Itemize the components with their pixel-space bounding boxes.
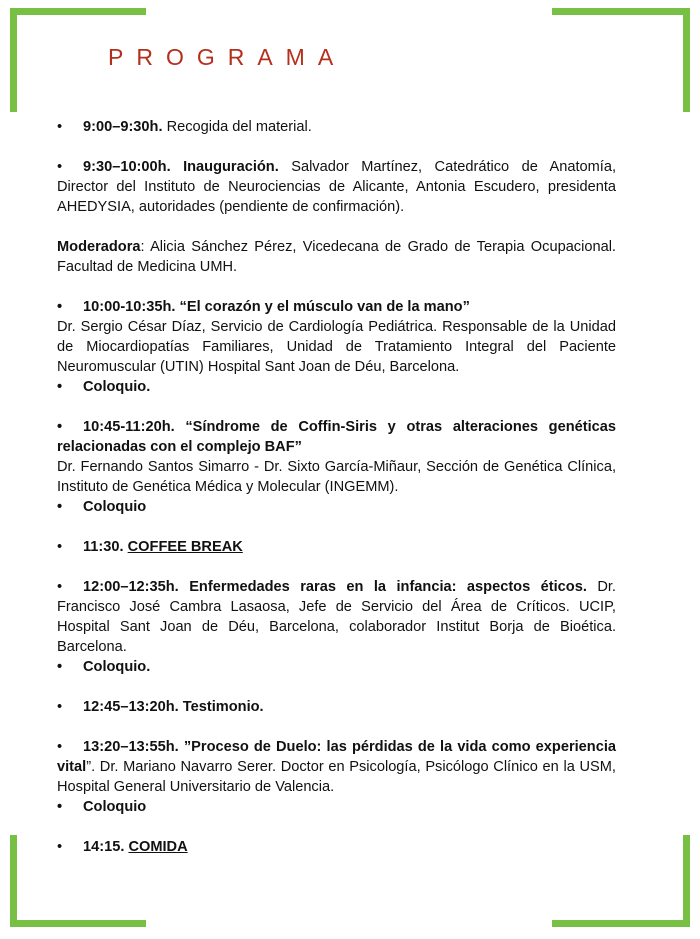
program-item <box>57 837 616 857</box>
corner-frame-top-right <box>552 8 690 15</box>
item-time: 9:00–9:30h. <box>83 119 163 135</box>
item-extra: Coloquio <box>83 799 147 815</box>
item-heading: Testimonio. <box>178 699 264 715</box>
item-time: 12:45–13:20h. <box>83 699 179 715</box>
corner-frame-bottom-left <box>10 920 146 927</box>
bullet-icon: • <box>57 379 63 395</box>
item-heading: Enfermedades raras en la infancia: aspectos éticos. <box>178 579 587 595</box>
item-heading: Inauguración. <box>170 159 279 175</box>
moderator-label: Moderadora <box>57 239 141 255</box>
corner-frame-bottom-right <box>683 835 690 927</box>
corner-frame-top-right <box>683 8 690 112</box>
program-item <box>57 417 616 517</box>
bullet-icon: • <box>57 419 63 435</box>
item-extra: Coloquio. <box>83 379 151 395</box>
item-text: Dr. Sergio César Díaz, Servicio de Cardiología Pediátrica. Responsable de la Unidad de Miocardiopatías Familiares, Unidad de Tratamiento Integral del Paciente Neuromuscular (UTIN) Hospital Sant Joan de Déu, Barcelona. <box>57 319 616 375</box>
program-item <box>57 577 616 677</box>
item-text: Dr. Fernando Santos Simarro - Dr. Sixto García-Miñaur, Sección de Genética Clínica, Instituto de Genética Médica y Molecular (INGEMM). <box>57 459 616 495</box>
corner-frame-top-left <box>10 8 146 15</box>
program-item <box>57 697 616 717</box>
item-extra: Coloquio <box>83 499 147 515</box>
bullet-icon: • <box>57 159 63 175</box>
item-time: 10:00-10:35h. <box>83 299 176 315</box>
program-item <box>57 117 616 137</box>
program-item <box>57 737 616 817</box>
item-heading: “El corazón y el músculo van de la mano” <box>175 299 470 315</box>
item-time: 9:30–10:00h. <box>83 159 171 175</box>
program-list <box>57 117 616 877</box>
item-text: Salvador Martínez, Catedrático de Anatomía, Director del Instituto de Neurociencias de Alicante, Antonia Escudero, presidenta AHEDYSIA, autoridades (pendiente de confirmación). <box>57 159 617 215</box>
page-title: PROGRAMA <box>108 44 347 70</box>
bullet-icon: • <box>57 699 63 715</box>
item-time: 14:15. <box>83 839 125 855</box>
bullet-icon: • <box>57 299 63 315</box>
bullet-icon: • <box>57 799 63 815</box>
corner-frame-top-left <box>10 8 17 112</box>
moderator-line <box>57 237 616 277</box>
item-text: : Alicia Sánchez Pérez, Vicedecana de Grado de Terapia Ocupacional. Facultad de Medicina UMH. <box>57 239 616 275</box>
bullet-icon: • <box>57 119 63 135</box>
program-item <box>57 537 616 557</box>
item-break-label: COMIDA <box>128 839 188 855</box>
corner-frame-bottom-right <box>552 920 690 927</box>
item-heading: “Síndrome de Coffin-Siris y otras alteraciones genéticas relacionadas con el complejo BAF” <box>57 419 616 455</box>
item-text: Recogida del material. <box>162 119 312 135</box>
bullet-icon: • <box>57 579 63 595</box>
bullet-icon: • <box>57 739 63 755</box>
bullet-icon: • <box>57 539 63 555</box>
item-time: 12:00–12:35h. <box>83 579 179 595</box>
bullet-icon: • <box>57 499 63 515</box>
corner-frame-bottom-left <box>10 835 17 927</box>
item-extra: Coloquio. <box>83 659 151 675</box>
item-heading: ”Proceso de Duelo: las pérdidas de la vida como experiencia vital <box>57 739 616 775</box>
bullet-icon: • <box>57 659 63 675</box>
program-item <box>57 157 616 217</box>
item-break-label: COFFEE BREAK <box>127 539 243 555</box>
item-time: 10:45-11:20h. <box>83 419 175 435</box>
bullet-icon: • <box>57 839 63 855</box>
item-text: Dr. Francisco José Cambra Lasaosa, Jefe de Servicio del Área de Críticos. UCIP, Hospital Sant Joan de Déu, Barcelona, colaborador Institut Borja de Bioética. Barcelona. <box>57 579 616 655</box>
item-time: 13:20–13:55h. <box>83 739 179 755</box>
program-item <box>57 297 616 397</box>
item-time: 11:30. <box>83 539 124 555</box>
item-text: ”. Dr. Mariano Navarro Serer. Doctor en Psicología, Psicólogo Clínico en la USM, Hospital General Universitario de Valencia. <box>57 759 616 795</box>
